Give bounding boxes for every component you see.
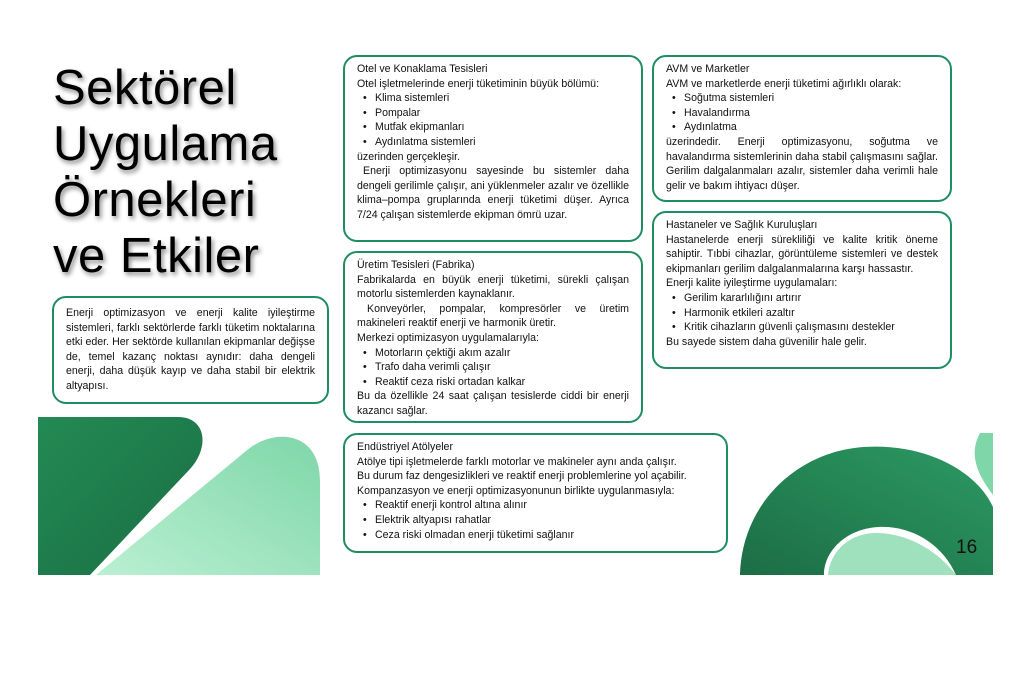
workshop-card	[343, 433, 728, 553]
list-item: • Havalandırma	[684, 106, 938, 121]
list-item: • Klima sistemleri	[375, 91, 629, 106]
mall-lead: AVM ve marketlerde enerji tüketimi ağırlıklı olarak:	[666, 77, 902, 90]
workshop-title: Endüstriyel Atölyeler	[357, 441, 453, 453]
intro-text: Enerji optimizasyon ve enerji kalite iyileştirme sistemleri, farklı sektörlerde farklı tüketim noktalarına etki eder. Her sektörde kullanılan ekipmanlar değişse de, temel kazanç noktası aynıdır: daha dengeli enerji, daha düşük kayıp ve daha stabil bir elektrik altyapısı.	[66, 307, 315, 392]
mall-title: AVM ve Marketler	[666, 63, 750, 75]
workshop-p2: Bu durum faz dengesizlikleri ve reaktif enerji problemlerine yol açabilir.	[357, 470, 687, 483]
hotel-list	[357, 91, 629, 149]
factory-after: Bu da özellikle 24 saat çalışan tesislerde ciddi bir enerji kazancı sağlar.	[357, 390, 629, 417]
list-item: • Gerilim kararlılığını artırır	[684, 291, 938, 306]
title-line: ve Etkiler	[53, 229, 260, 283]
mall-after: üzerindedir. Enerji optimizasyonu, soğutma ve havalandırma sistemlerinin daha stabil çalışmasını sağlar. Gerilim dalgalanmaları azalır, sistemler daha verimli hale gelir ve bakım ihtiyacı düşer.	[666, 135, 938, 192]
list-item: • Mutfak ekipmanları	[375, 120, 629, 135]
list-item: • Motorların çektiği akım azalır	[375, 346, 629, 361]
list-item: • Trafo daha verimli çalışır	[375, 360, 629, 375]
hospital-list	[666, 291, 938, 335]
list-item: • Aydınlatma sistemleri	[375, 135, 629, 150]
hotel-body: Enerji optimizasyonu sayesinde bu sistemler daha dengeli gerilimle çalışır, ani yüklenmeler azalır ve özellikle klima–pompa gruplarında enerji tüketimi düşer. Ayrıca 7/24 çalışan sistemlerde ekipman ömrü uzar.	[357, 165, 629, 221]
intro-card	[52, 296, 329, 404]
list-item: • Aydınlatma	[684, 120, 938, 135]
list-item: • Pompalar	[375, 106, 629, 121]
hospital-title: Hastaneler ve Sağlık Kuruluşları	[666, 219, 818, 231]
hotel-lead: Otel işletmelerinde enerji tüketiminin büyük bölümü:	[357, 77, 600, 90]
factory-card	[343, 251, 643, 423]
list-item: • Ceza riski olmadan enerji tüketimi sağlanır	[375, 528, 714, 543]
hotel-title: Otel ve Konaklama Tesisleri	[357, 63, 488, 75]
mall-card	[652, 55, 952, 202]
list-item: • Soğutma sistemleri	[684, 91, 938, 106]
hospital-lead: Enerji kalite iyileştirme uygulamaları:	[666, 277, 838, 290]
mall-list	[666, 91, 938, 135]
list-item: • Harmonik etkileri azaltır	[684, 306, 938, 321]
list-item: • Reaktif enerji kontrol altına alınır	[375, 498, 714, 513]
workshop-list	[357, 498, 714, 542]
factory-title: Üretim Tesisleri (Fabrika)	[357, 259, 475, 271]
factory-p1: Fabrikalarda en büyük enerji tüketimi, sürekli çalışan motorlu sistemlerden kaynaklanır.	[357, 273, 629, 301]
list-item: • Reaktif ceza riski ortadan kalkar	[375, 375, 629, 390]
title-line: Örnekleri	[53, 173, 257, 227]
hospital-body: Hastanelerde enerji sürekliliği ve kalite kritik öneme sahiptir. Tıbbi cihazlar, görüntüleme sistemleri ve destek ekipmanları gerilim dalgalanmalarına karşı hassastır.	[666, 233, 938, 275]
factory-lead: Merkezi optimizasyon uygulamalarıyla:	[357, 331, 539, 344]
factory-p2: Konveyörler, pompalar, kompresörler ve üretim makineleri reaktif enerji ve harmonik üretir.	[357, 302, 629, 330]
page-title	[53, 60, 278, 284]
factory-list	[357, 346, 629, 390]
list-item: • Elektrik altyapısı rahatlar	[375, 513, 714, 528]
workshop-lead: Kompanzasyon ve enerji optimizasyonunun birlikte uygulanmasıyla:	[357, 484, 675, 497]
hospital-after: Bu sayede sistem daha güvenilir hale gelir.	[666, 335, 867, 348]
list-item: • Kritik cihazların güvenli çalışmasını destekler	[684, 320, 938, 335]
page-number: 16	[956, 537, 978, 558]
hotel-after: üzerinden gerçekleşir.	[357, 150, 461, 163]
title-line: Uygulama	[53, 117, 278, 171]
hospital-card	[652, 211, 952, 369]
hotel-card	[343, 55, 643, 242]
workshop-p1: Atölye tipi işletmelerde farklı motorlar ve makineler aynı anda çalışır.	[357, 455, 677, 468]
title-line: Sektörel	[53, 61, 237, 115]
